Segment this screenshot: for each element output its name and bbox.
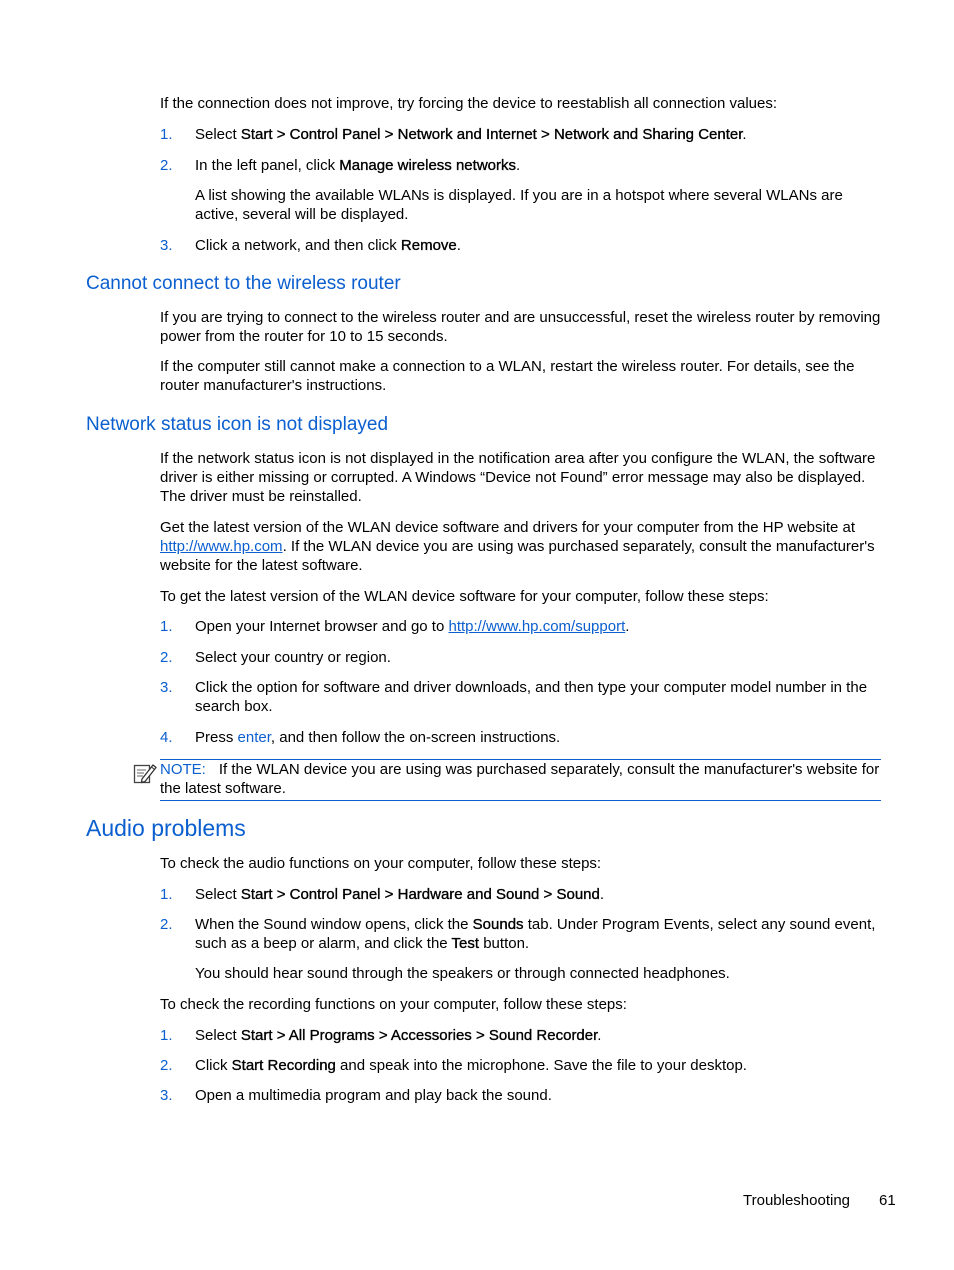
paragraph: If the network status icon is not displayed in the notification area after you configure the WLAN, the software driver is either missing or corrupted. A Windows “Device not Found” error message may also be displayed. The driver must be reinstalled. [160, 450, 876, 505]
hp-support-link[interactable]: http://www.hp.com/support [448, 618, 626, 635]
note-box [160, 759, 881, 801]
note-text: NOTE: If the WLAN device you are using was purchased separately, consult the manufacturer's website for the latest software. [160, 761, 880, 797]
list-item: Click the option for software and driver downloads, and then type your computer model number in the search box. [195, 679, 868, 715]
list-item: Select Start > All Programs > Accessories > Sound Recorder. [195, 1027, 602, 1044]
section-heading: Network status icon is not displayed [86, 414, 389, 435]
step-number: 1. [160, 126, 173, 143]
step-number: 1. [160, 618, 173, 635]
step-number: 3. [160, 679, 173, 696]
step-number: 2. [160, 649, 173, 666]
step-sub-paragraph: A list showing the available WLANs is displayed. If you are in a hotspot where several WLANs are active, several will be displayed. [195, 187, 843, 223]
list-item: When the Sound window opens, click the Sounds tab. Under Program Events, select any sound event, such as a beep or alarm, and click the Test button. [195, 916, 876, 952]
ui-label: Sounds [472, 916, 524, 933]
paragraph: To check the recording functions on your computer, follow these steps: [160, 996, 627, 1013]
list-item: Select your country or region. [195, 649, 391, 666]
paragraph: If you are trying to connect to the wireless router and are unsuccessful, reset the wireless router by removing power from the router for 10 to 15 seconds. [160, 309, 881, 345]
ui-path: Start > All Programs > Accessories > Sound Recorder [240, 1027, 598, 1044]
ui-label: Start Recording [231, 1057, 336, 1074]
step-number: 3. [160, 237, 173, 254]
page-number: 61 [879, 1192, 896, 1209]
step-number: 1. [160, 886, 173, 903]
ui-path: Start > Control Panel > Network and Internet > Network and Sharing Center [240, 126, 743, 143]
intro-paragraph: If the connection does not improve, try forcing the device to reestablish all connection values: [160, 95, 778, 112]
ui-path: Start > Control Panel > Hardware and Sound > Sound [240, 886, 600, 903]
step-number: 2. [160, 157, 173, 174]
note-label: NOTE: [160, 761, 206, 778]
list-item: Click a network, and then click Remove. [195, 237, 461, 254]
note-pencil-icon [133, 762, 157, 784]
step-number: 4. [160, 729, 173, 746]
hp-website-link[interactable]: http://www.hp.com [160, 538, 283, 555]
ui-label: Test [451, 935, 480, 952]
footer-chapter-title: Troubleshooting [743, 1192, 851, 1209]
step-sub-paragraph: You should hear sound through the speakers or through connected headphones. [195, 965, 730, 982]
section-heading: Cannot connect to the wireless router [86, 273, 401, 294]
paragraph: Get the latest version of the WLAN device software and drivers for your computer from the HP website at http://www.hp.com. If the WLAN device you are using was purchased separately, consult the manufacturer's website for the latest software. [160, 519, 875, 574]
list-item: Click Start Recording and speak into the microphone. Save the file to your desktop. [195, 1057, 747, 1074]
paragraph: If the computer still cannot make a connection to a WLAN, restart the wireless router. For details, see the router manufacturer's instructions. [160, 358, 855, 394]
ui-label: Remove [400, 237, 457, 254]
section-heading: Audio problems [86, 815, 246, 841]
enter-key: enter [237, 729, 271, 746]
list-item: Press enter, and then follow the on-screen instructions. [195, 729, 561, 746]
list-item: Open a multimedia program and play back the sound. [195, 1087, 552, 1104]
list-item: Open your Internet browser and go to http://www.hp.com/support. [195, 618, 630, 635]
paragraph: To get the latest version of the WLAN device software for your computer, follow these steps: [160, 588, 769, 605]
step-number: 1. [160, 1027, 173, 1044]
list-item: Select Start > Control Panel > Hardware and Sound > Sound. [195, 886, 605, 903]
step-number: 2. [160, 916, 173, 933]
list-item: In the left panel, click Manage wireless networks. [195, 157, 521, 174]
ui-label: Manage wireless networks [339, 157, 516, 174]
paragraph: To check the audio functions on your computer, follow these steps: [160, 855, 602, 872]
step-number: 3. [160, 1087, 173, 1104]
step-number: 2. [160, 1057, 173, 1074]
list-item: Select Start > Control Panel > Network and Internet > Network and Sharing Center. [195, 126, 747, 143]
